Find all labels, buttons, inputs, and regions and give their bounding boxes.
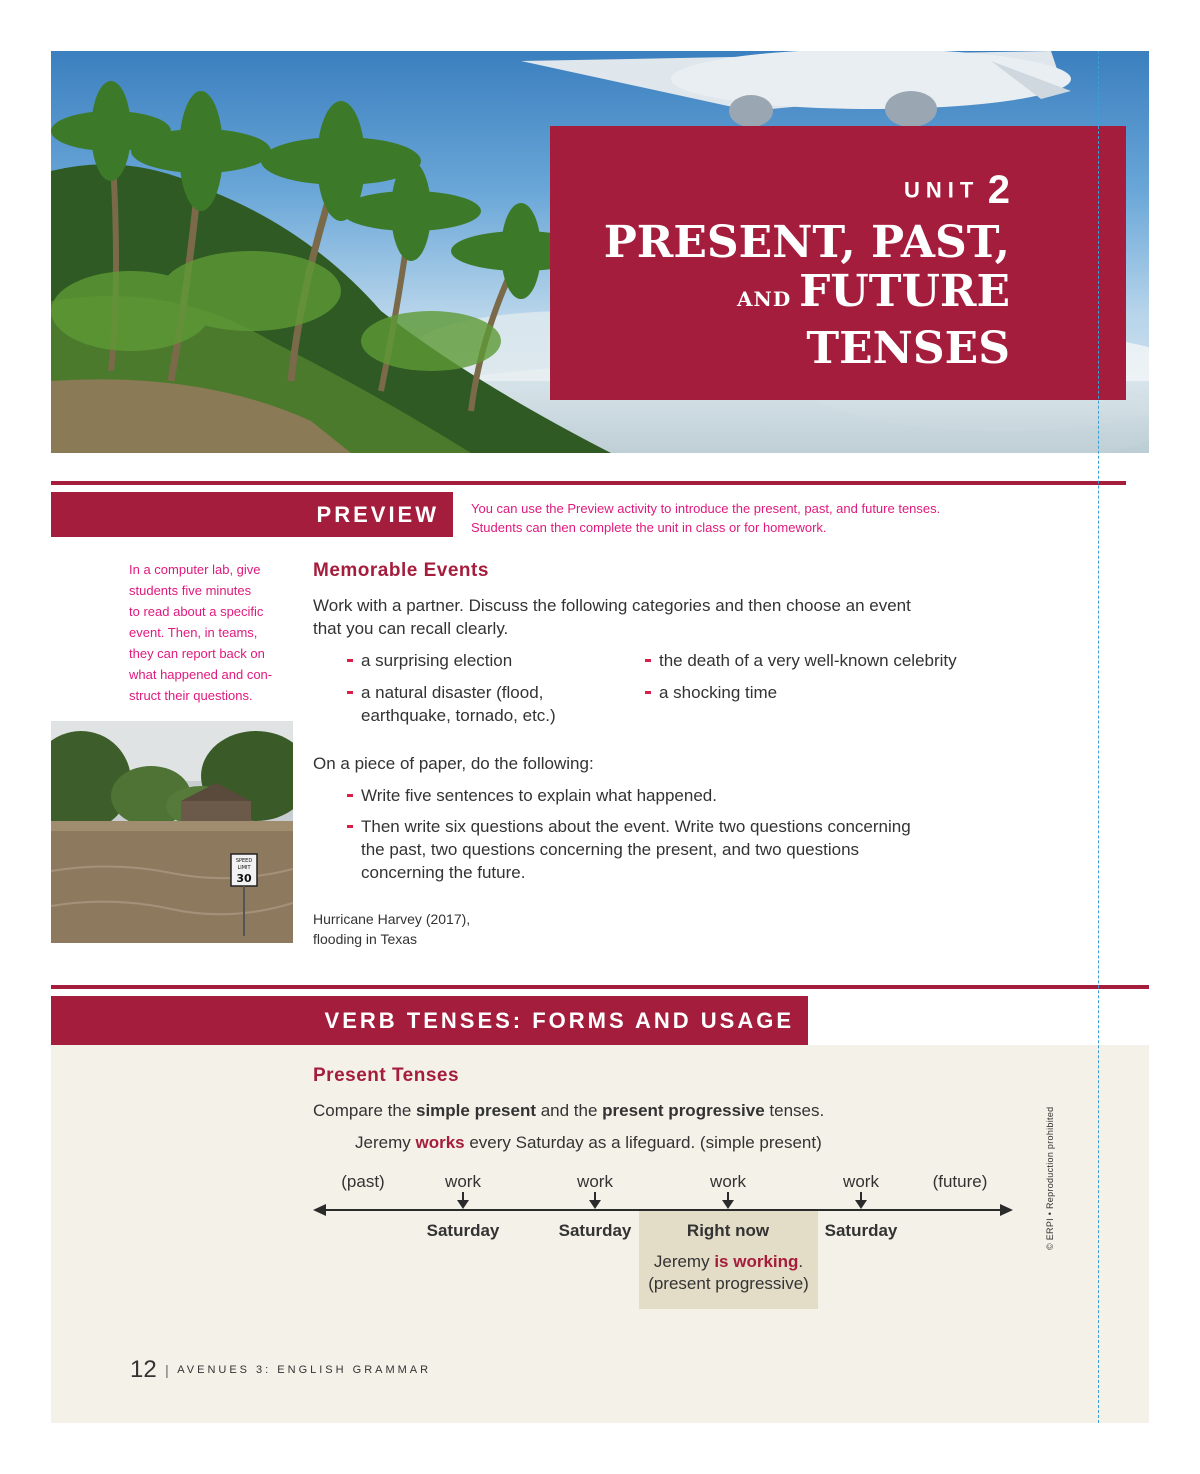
book-title: AVENUES 3: ENGLISH GRAMMAR: [177, 1364, 432, 1376]
footer-separator: |: [165, 1362, 169, 1378]
teacher-note-side-line: struct their questions.: [129, 688, 253, 703]
teacher-note-side-line: students five minutes: [129, 583, 252, 598]
speed-sign-number: 30: [236, 872, 252, 885]
timeline-mark-bottom: Saturday: [824, 1221, 898, 1240]
timeline-mark-top: work: [577, 1172, 613, 1191]
memorable-events-heading: Memorable Events: [313, 560, 489, 581]
teacher-note-preview-line: Students can then complete the unit in class or for homework.: [471, 520, 827, 535]
unit-number: 2: [987, 168, 1010, 212]
now-example-post: .: [798, 1252, 804, 1271]
category-text: a natural disaster (flood,: [361, 683, 544, 702]
compare-present-progressive: present progressive: [602, 1101, 765, 1120]
teacher-note-side-line: what happened and con-: [129, 667, 273, 682]
present-tenses-heading: Present Tenses: [313, 1065, 460, 1086]
timeline-future-label: (future): [932, 1172, 988, 1191]
instruction-text: Write five sentences to explain what happened.: [361, 786, 717, 805]
teacher-note-preview-line: You can use the Preview activity to introduce the present, past, and future tenses.: [471, 501, 941, 516]
teacher-note-side-line: to read about a specific: [129, 604, 264, 619]
timeline-tick-arrow-icon: [457, 1200, 469, 1209]
timeline-tick-arrow-icon: [855, 1200, 867, 1209]
title-future: FUTURE: [799, 266, 1010, 317]
timeline-mark-bottom: Saturday: [426, 1221, 500, 1240]
instructions-intro: On a piece of paper, do the following:: [313, 754, 594, 773]
teacher-note-side-line: event. Then, in teams,: [129, 625, 258, 640]
preview-intro-line: that you can recall clearly.: [313, 619, 509, 638]
now-example-pre: Jeremy: [653, 1252, 715, 1271]
category-text: earthquake, tornado, etc.): [361, 706, 556, 725]
timeline-past-label: (past): [341, 1172, 385, 1191]
title-line-1: PRESENT, PAST,: [603, 217, 1010, 268]
instruction-text: the past, two questions concerning the present, and two questions: [361, 840, 860, 859]
category-text: a shocking time: [659, 683, 778, 702]
compare-post: tenses.: [764, 1101, 825, 1120]
timeline-arrow-left-icon: [313, 1204, 326, 1216]
timeline-mark-bottom: Right now: [686, 1221, 770, 1240]
speed-sign-line-1: SPEED: [235, 858, 253, 864]
compare-pre: Compare the: [313, 1101, 416, 1120]
preview-intro-line: Work with a partner. Discuss the following categories and then choose an event: [313, 596, 911, 615]
compare-simple-present: simple present: [416, 1101, 536, 1120]
now-example-sentence: [639, 1252, 818, 1272]
timeline-mark-bottom: Saturday: [558, 1221, 632, 1240]
page-footer: [130, 1356, 431, 1384]
timeline-mark-top: work: [710, 1172, 746, 1191]
verb-tenses-banner-label: VERB TENSES: FORMS AND USAGE: [324, 1007, 794, 1033]
photo-caption-line: Hurricane Harvey (2017),: [313, 911, 471, 927]
timeline-tick-arrow-icon: [722, 1200, 734, 1209]
category-text: the death of a very well-known celebrity: [659, 651, 957, 670]
page-number: 12: [130, 1356, 157, 1383]
preview-banner-label: PREVIEW: [316, 501, 439, 527]
instruction-text: Then write six questions about the event. Write two questions concerning: [361, 817, 911, 836]
title-line-3: TENSES: [806, 323, 1010, 374]
copyright-notice: © ERPI • Reproduction prohibited: [1045, 1106, 1055, 1250]
timeline-arrow-right-icon: [1000, 1204, 1013, 1216]
teacher-note-side-line: In a computer lab, give: [129, 562, 261, 577]
example-post: every Saturday as a lifeguard. (simple present): [464, 1133, 822, 1152]
timeline-mark-top: work: [445, 1172, 481, 1191]
now-example-verb: is working: [714, 1252, 799, 1271]
photo-caption-line: flooding in Texas: [313, 931, 418, 947]
speed-sign-line-2: LIMIT: [237, 865, 251, 871]
timeline-tick-arrow-icon: [589, 1200, 601, 1209]
teacher-note-side-line: they can report back on: [129, 646, 265, 661]
compare-mid: and the: [536, 1101, 603, 1120]
example-verb: works: [415, 1133, 465, 1152]
instruction-text: concerning the future.: [361, 863, 526, 882]
trim-guide-line: [1098, 51, 1099, 1423]
unit-word: UNIT: [903, 177, 980, 203]
timeline-mark-top: work: [843, 1172, 879, 1191]
now-example-note: (present progressive): [648, 1274, 809, 1293]
title-and: AND: [737, 287, 792, 311]
category-text: a surprising election: [361, 651, 513, 670]
example-pre: Jeremy: [355, 1133, 416, 1152]
